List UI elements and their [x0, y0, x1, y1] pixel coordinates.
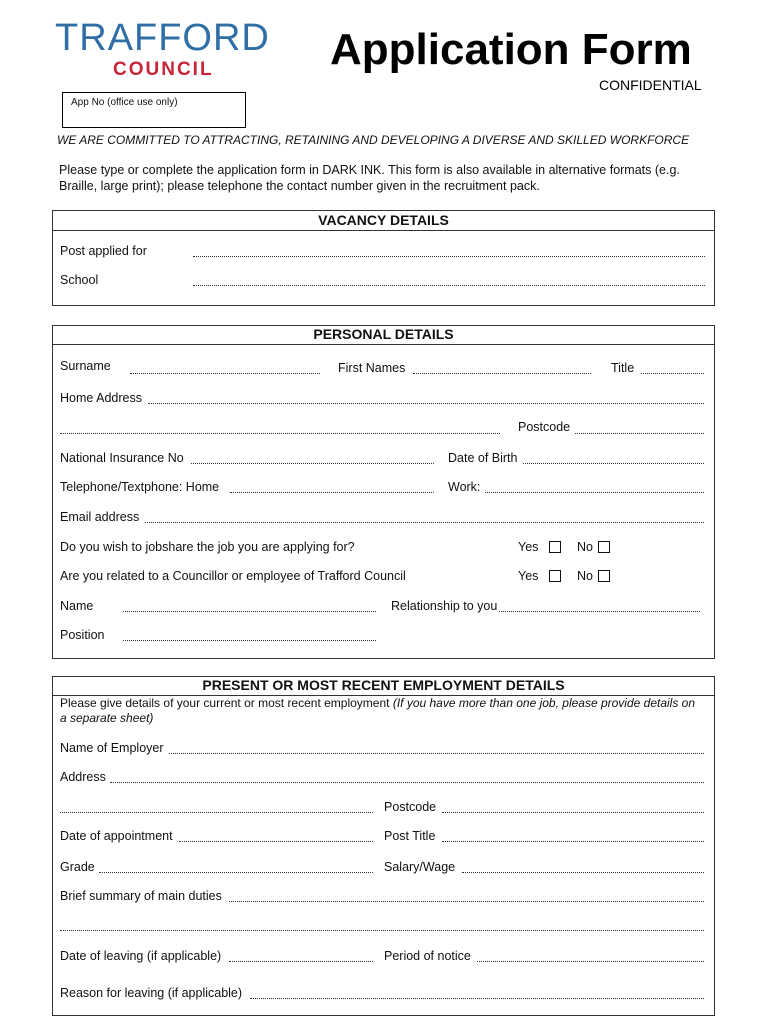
school-field[interactable] — [193, 285, 705, 286]
emp-address-line2-field[interactable] — [60, 812, 373, 813]
vacancy-section — [52, 210, 715, 306]
intro-text: Please type or complete the application form in DARK INK. This form is also available in alternative formats (e.g. Braille, large print); please telephone the contact number given in the recruitment pack. — [59, 163, 680, 193]
appointment-label: Date of appointment — [60, 829, 173, 843]
ni-label: National Insurance No — [60, 451, 184, 465]
related-position-label: Position — [60, 628, 105, 642]
duties-line2-field[interactable] — [60, 930, 704, 931]
app-no-field[interactable] — [62, 92, 246, 128]
reason-label: Reason for leaving (if applicable) — [60, 986, 243, 1000]
employment-section — [52, 676, 715, 1016]
emp-postcode-field[interactable] — [442, 812, 704, 813]
notice-field[interactable] — [477, 961, 704, 962]
leaving-label: Date of leaving (if applicable) — [60, 949, 222, 963]
employer-field[interactable] — [169, 753, 704, 754]
related-position-field[interactable] — [123, 640, 376, 641]
grade-label: Grade — [60, 860, 95, 874]
title-field[interactable] — [641, 373, 704, 374]
post-title-label: Post Title — [384, 829, 436, 843]
page-title: Application Form — [330, 25, 692, 74]
related-no-checkbox[interactable] — [598, 570, 610, 582]
employment-heading: PRESENT OR MOST RECENT EMPLOYMENT DETAILS — [53, 677, 714, 696]
employment-intro-plain: Please give details of your current or most recent employment — [60, 696, 390, 710]
app-no-label: App No (office use only) — [71, 97, 178, 108]
jobshare-question: Do you wish to jobshare the job you are applying for? — [60, 540, 355, 554]
employment-intro-italic: (If you have more than one job, please provide details on a separate sheet) — [60, 696, 696, 725]
salary-field[interactable] — [462, 872, 704, 873]
post-title-field[interactable] — [442, 841, 704, 842]
dob-field[interactable] — [523, 463, 704, 464]
logo-trafford: TRAFFORD — [55, 17, 270, 59]
jobshare-yes-checkbox[interactable] — [549, 541, 561, 553]
postcode-field[interactable] — [575, 433, 704, 434]
dob-label: Date of Birth — [448, 451, 518, 465]
employment-intro — [60, 696, 705, 726]
home-address-field[interactable] — [148, 403, 704, 404]
emp-address-label: Address — [60, 770, 106, 784]
related-yes-checkbox[interactable] — [549, 570, 561, 582]
related-question: Are you related to a Councillor or employee of Trafford Council — [60, 569, 406, 583]
jobshare-no-label: No — [577, 540, 593, 554]
email-label: Email address — [60, 510, 140, 524]
postcode-label: Postcode — [518, 420, 571, 434]
related-no-label: No — [577, 569, 593, 583]
relationship-field[interactable] — [499, 611, 700, 612]
post-field[interactable] — [193, 256, 705, 257]
title-label: Title — [611, 361, 635, 375]
emp-postcode-label: Postcode — [384, 800, 437, 814]
employer-label: Name of Employer — [60, 741, 164, 755]
personal-section — [52, 325, 715, 659]
appointment-field[interactable] — [179, 841, 373, 842]
work-phone-field[interactable] — [485, 492, 704, 493]
home-address-line2-field[interactable] — [60, 433, 500, 434]
telephone-field[interactable] — [230, 492, 434, 493]
first-names-label: First Names — [338, 361, 406, 375]
related-name-field[interactable] — [123, 611, 376, 612]
emp-address-field[interactable] — [110, 782, 704, 783]
duties-label: Brief summary of main duties — [60, 889, 222, 903]
email-field[interactable] — [145, 522, 704, 523]
jobshare-no-checkbox[interactable] — [598, 541, 610, 553]
jobshare-yes-label: Yes — [518, 540, 539, 554]
home-address-label: Home Address — [60, 391, 142, 405]
surname-field[interactable] — [130, 373, 320, 374]
related-yes-label: Yes — [518, 569, 539, 583]
notice-label: Period of notice — [384, 949, 471, 963]
vacancy-heading: VACANCY DETAILS — [53, 211, 714, 231]
salary-label: Salary/Wage — [384, 860, 456, 874]
telephone-label: Telephone/Textphone: Home — [60, 480, 220, 494]
ni-field[interactable] — [191, 463, 434, 464]
school-label: School — [60, 273, 99, 287]
leaving-field[interactable] — [229, 961, 373, 962]
personal-heading: PERSONAL DETAILS — [53, 326, 714, 345]
relationship-label: Relationship to you — [391, 599, 498, 613]
commitment-statement: WE ARE COMMITTED TO ATTRACTING, RETAINING AND DEVELOPING A DIVERSE AND SKILLED WORKFORCE — [57, 133, 690, 147]
reason-field[interactable] — [250, 998, 704, 999]
work-label: Work: — [448, 480, 481, 494]
first-names-field[interactable] — [413, 373, 591, 374]
surname-label: Surname — [60, 359, 111, 373]
logo-council: COUNCIL — [113, 59, 214, 80]
grade-field[interactable] — [99, 872, 373, 873]
confidential-label: CONFIDENTIAL — [599, 77, 702, 93]
duties-field[interactable] — [229, 901, 704, 902]
related-name-label: Name — [60, 599, 94, 613]
post-label: Post applied for — [60, 244, 147, 258]
